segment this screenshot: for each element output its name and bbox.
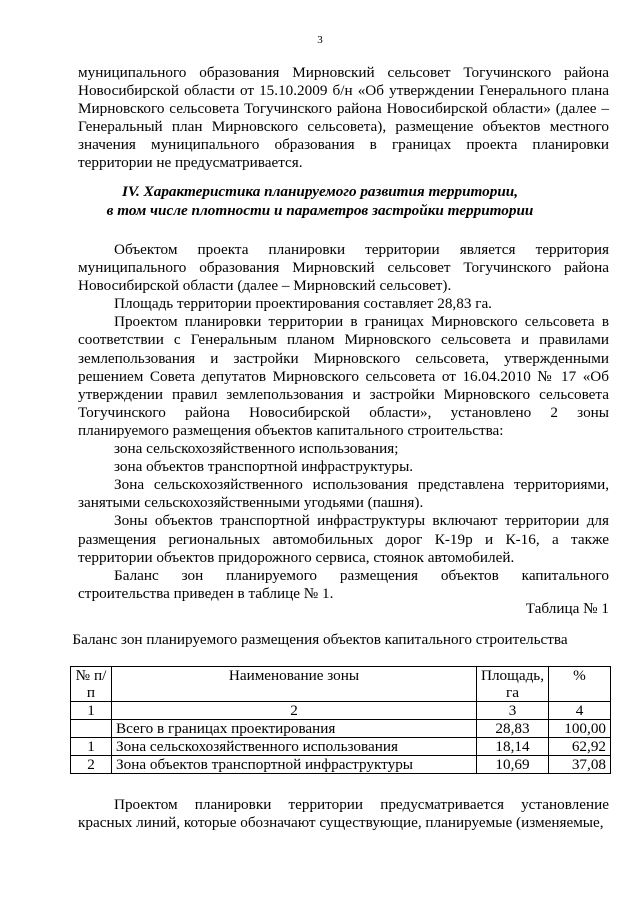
table-cell: 28,83 [477,720,549,738]
section-heading-line-1: IV. Характеристика планируемого развития территории, [121,183,519,200]
body-paragraph: Проектом планировки территории в границах Мирновского сельсовета в соответствии с Генеральным планом Мирновского сельсовета и правилами землепользования и застройки Мирновского сельсовета, утвержденными решением Совета депутатов Мирновского сельсовета от 16.04.2010 № 17 «Об утверждении правил землепользования и застройки Мирновского сельсовета Тогучинского района Новосибирской области», установлено 2 зоны планируемого размещения объектов капитального строительства: [78,313,609,439]
table-cell [71,720,112,738]
section-body [78,241,609,603]
header-zone-name: Наименование зоны [112,667,477,702]
header-number: № п/п [71,667,112,702]
table-cell: 62,92 [549,738,611,756]
table-cell: Зона сельскохозяйственного использования [112,738,477,756]
zone-list-item: зона объектов транспортной инфраструктуры. [114,458,414,476]
zone-list-item: зона сельскохозяйственного использования; [114,440,399,458]
table-header-row [71,667,611,702]
table-row [71,720,611,738]
table-cell: 100,00 [549,720,611,738]
table-cell: 4 [549,702,611,720]
body-paragraph: Площадь территории проектирования составляет 28,83 га. [114,295,492,313]
header-percent: % [549,667,611,702]
outro-paragraph-block [78,796,609,832]
section-heading [0,182,640,220]
table-cell: 37,08 [549,756,611,774]
table-cell: Всего в границах проектирования [112,720,477,738]
table-cell: Зона объектов транспортной инфраструктуры [112,756,477,774]
zone-balance-table [70,666,611,774]
body-paragraph: Объектом проекта планировки территории является территория муниципального образования Мирновский сельсовет Тогучинского района Новосибирской области (далее – Мирновский сельсовет). [78,241,609,295]
header-area: Площадь, га [477,667,549,702]
intro-paragraph-block [78,64,609,173]
intro-paragraph: муниципального образования Мирновский сельсовет Тогучинского района Новосибирской области от 15.10.2009 б/н «Об утверждении Генерального плана Мирновского сельсовета Тогучинского района Новосибирской области» (далее – Генеральный план Мирновского сельсовета), размещение объектов местного значения муниципального образования в границах проекта планировки территории не предусматривается. [78,64,609,172]
table-cell: 3 [477,702,549,720]
table-cell: 18,14 [477,738,549,756]
table-row [71,756,611,774]
body-paragraph: Зоны объектов транспортной инфраструктуры включают территории для размещения региональных автомобильных дорог К-19р и К-16, а также территории объектов придорожного сервиса, стоянок автомобилей. [78,512,609,566]
table-cell: 1 [71,702,112,720]
outro-paragraph: Проектом планировки территории предусматривается установление красных линий, которые обозначают существующие, планируемые (изменяемые, [78,796,609,832]
table-row [71,738,611,756]
section-heading-line-2: в том числе плотности и параметров застройки территории [106,202,534,219]
table-cell: 1 [71,738,112,756]
page-number: 3 [317,34,323,46]
body-paragraph: Баланс зон планируемого размещения объектов капитального строительства приведен в таблице № 1. [78,566,609,602]
table-index-row [71,702,611,720]
table-label: Таблица № 1 [525,600,609,617]
table-cell: 10,69 [477,756,549,774]
table-cell: 2 [112,702,477,720]
table-caption: Баланс зон планируемого размещения объектов капитального строительства [72,631,568,648]
body-paragraph: Зона сельскохозяйственного использования представлена территориями, занятыми сельскохозяйственными угодьями (пашня). [78,476,609,512]
table-cell: 2 [71,756,112,774]
